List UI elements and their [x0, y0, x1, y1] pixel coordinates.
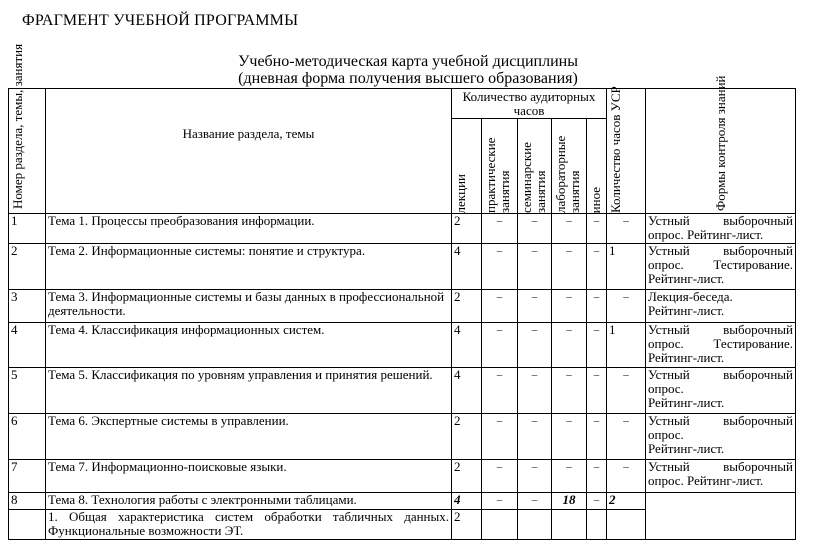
row-lab: –: [552, 414, 587, 460]
row-lectures: 2: [452, 290, 482, 323]
row-lectures: 2: [452, 414, 482, 460]
row-lectures: 2: [452, 460, 482, 493]
row-num: 6: [9, 414, 46, 460]
table-caption-line2: (дневная форма получения высшего образования): [238, 70, 578, 87]
row-lab: –: [552, 368, 587, 414]
table-row: [9, 368, 796, 414]
sub-row-seminar: [518, 510, 552, 540]
row-practical: –: [482, 214, 518, 244]
row-num: 2: [9, 244, 46, 290]
sub-row-practical: [482, 510, 518, 540]
row-other: –: [587, 368, 607, 414]
row-seminar: –: [518, 323, 552, 368]
table-row: [9, 493, 796, 510]
row-lectures: 2: [452, 214, 482, 244]
row-lectures: 4: [452, 493, 482, 510]
row-usr: –: [607, 290, 646, 323]
header-lab: лабораторные занятия: [552, 119, 587, 214]
row-num: 1: [9, 214, 46, 244]
row-name: Тема 3. Информационные системы и базы данных в профессиональной деятельности.: [46, 290, 452, 323]
table-row: [9, 214, 796, 244]
row-control: Устный выборочный опрос. Рейтинг-лист.: [646, 368, 796, 414]
row-other: –: [587, 323, 607, 368]
row-practical: –: [482, 414, 518, 460]
row-name: Тема 1. Процессы преобразования информации.: [46, 214, 452, 244]
row-control: Устный выборочный опрос. Тестирование. Рейтинг-лист.: [646, 323, 796, 368]
row-usr: –: [607, 214, 646, 244]
row-num: 3: [9, 290, 46, 323]
row-practical: –: [482, 493, 518, 510]
sub-row-other: [587, 510, 607, 540]
row-usr: –: [607, 460, 646, 493]
table-caption-line1: Учебно-методическая карта учебной дисциплины: [238, 53, 578, 70]
row-control: Устный выборочный опрос. Рейтинг-лист.: [646, 214, 796, 244]
row-lab: –: [552, 460, 587, 493]
fragment-title: ФРАГМЕНТ УЧЕБНОЙ ПРОГРАММЫ: [22, 12, 299, 29]
sub-row-name: 1. Общая характеристика систем обработки табличных данных. Функциональные возможности ЭТ.: [46, 510, 452, 540]
row-usr: –: [607, 414, 646, 460]
sub-row-num: [9, 510, 46, 540]
row-name: Тема 2. Информационные системы: понятие и структура.: [46, 244, 452, 290]
row-lectures: 4: [452, 244, 482, 290]
row-name: Тема 6. Экспертные системы в управлении.: [46, 414, 452, 460]
row-other: –: [587, 214, 607, 244]
header-name: Название раздела, темы: [46, 89, 452, 214]
row-other: –: [587, 414, 607, 460]
row-control: Устный выборочный опрос. Рейтинг-лист.: [646, 460, 796, 493]
sub-row-lectures: 2: [452, 510, 482, 540]
table-row: [9, 323, 796, 368]
row-practical: –: [482, 290, 518, 323]
table-row: [9, 290, 796, 323]
row-practical: –: [482, 460, 518, 493]
row-num: 4: [9, 323, 46, 368]
row-lab: –: [552, 214, 587, 244]
row-practical: –: [482, 368, 518, 414]
row-usr: –: [607, 368, 646, 414]
row-lectures: 4: [452, 368, 482, 414]
row-other: –: [587, 460, 607, 493]
header-lectures: лекции: [452, 119, 482, 214]
row-practical: –: [482, 244, 518, 290]
header-control: Формы контроля знаний: [646, 89, 796, 214]
table-row: [9, 244, 796, 290]
row-num: 5: [9, 368, 46, 414]
row-lab: 18: [552, 493, 587, 510]
table-row: [9, 460, 796, 493]
row-control: [646, 493, 796, 540]
row-usr: 2: [607, 493, 646, 510]
row-control: Устный выборочный опрос. Рейтинг-лист.: [646, 414, 796, 460]
row-name: Тема 7. Информационно-поисковые языки.: [46, 460, 452, 493]
row-seminar: –: [518, 244, 552, 290]
sub-row-usr: [607, 510, 646, 540]
row-seminar: –: [518, 460, 552, 493]
header-aud-hours: Количество аудиторных часов: [452, 89, 607, 119]
row-lectures: 4: [452, 323, 482, 368]
row-seminar: –: [518, 368, 552, 414]
row-seminar: –: [518, 414, 552, 460]
row-lab: –: [552, 244, 587, 290]
row-control: Лекция-беседа. Рейтинг-лист.: [646, 290, 796, 323]
row-num: 8: [9, 493, 46, 510]
row-other: –: [587, 290, 607, 323]
header-other: иное: [587, 119, 607, 214]
row-name: Тема 8. Технология работы с электронными таблицами.: [46, 493, 452, 510]
row-name: Тема 4. Классификация информационных систем.: [46, 323, 452, 368]
row-other: –: [587, 493, 607, 510]
row-practical: –: [482, 323, 518, 368]
row-lab: –: [552, 323, 587, 368]
header-num: Номер раздела, темы, занятия: [9, 89, 46, 214]
row-usr: 1: [607, 244, 646, 290]
row-num: 7: [9, 460, 46, 493]
row-seminar: –: [518, 290, 552, 323]
sub-row-lab: [552, 510, 587, 540]
row-name: Тема 5. Классификация по уровням управления и принятия решений.: [46, 368, 452, 414]
header-practical: практические занятия: [482, 119, 518, 214]
row-control: Устный выборочный опрос. Тестирование. Рейтинг-лист.: [646, 244, 796, 290]
header-usr: Количество часов УСР: [607, 89, 646, 214]
row-usr: 1: [607, 323, 646, 368]
row-seminar: –: [518, 493, 552, 510]
row-lab: –: [552, 290, 587, 323]
table-row: [9, 414, 796, 460]
row-other: –: [587, 244, 607, 290]
header-seminar: семинарские занятия: [518, 119, 552, 214]
row-seminar: –: [518, 214, 552, 244]
